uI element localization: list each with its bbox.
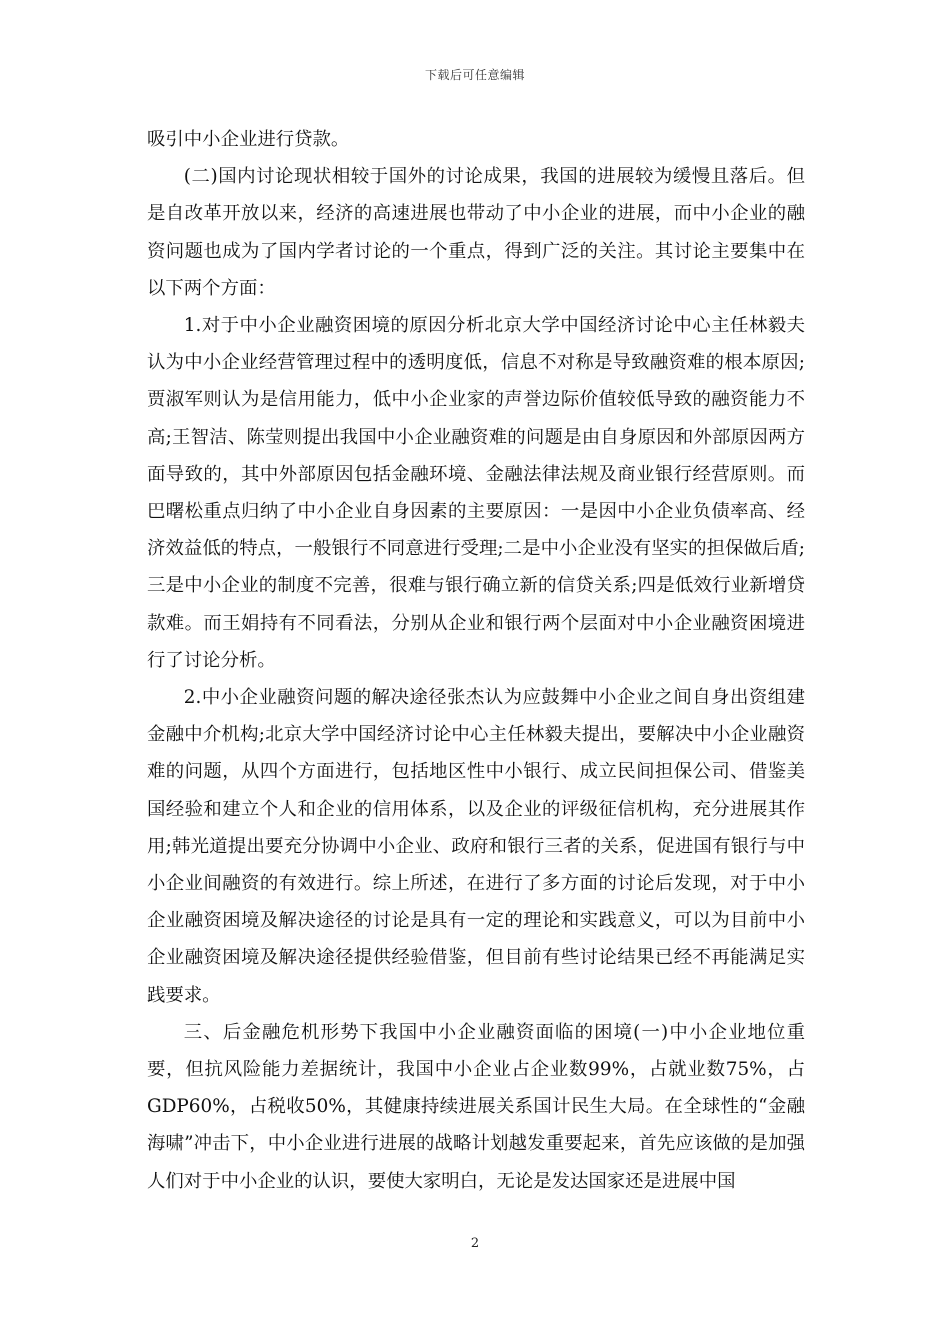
- page-number: 2: [470, 1236, 480, 1251]
- paragraph-causes-analysis: 1.对于中小企业融资困境的原因分析北京大学中国经济讨论中心主任林毅夫认为中小企业经营管理过程中的透明度低，信息不对称是导致融资难的根本原因;贾淑军则认为是信用能力，低中小企业家的声誉边际价值较低导致的融资能力不高;王智洁、陈莹则提出我国中小企业融资难的问题是由自身原因和外部原因两方面导致的，其中外部原因包括金融环境、金融法律法规及商业银行经营原则。而巴曙松重点归纳了中小企业自身因素的主要原因：一是因中小企业负债率高、经济效益低的特点，一般银行不同意进行受理;二是中小企业没有坚实的担保做后盾;三是中小企业的制度不完善，很难与银行确立新的信贷关系;四是低效行业新增贷款难。而王娟持有不同看法，分别从企业和银行两个层面对中小企业融资困境进行了讨论分析。: [147, 315, 805, 671]
- page-header: 下载后可任意编辑: [424, 68, 525, 82]
- paragraph-solutions: 2.中小企业融资问题的解决途径张杰认为应鼓舞中小企业之间自身出资组建金融中介机构;北京大学中国经济讨论中心主任林毅夫提出，要解决中小企业融资难的问题，从四个方面进行，包括地区性中小银行、成立民间担保公司、借鉴美国经验和建立个人和企业的信用体系，以及企业的评级征信机构，充分进展其作用;韩光道提出要充分协调中小企业、政府和银行三者的关系，促进国有银行与中小企业间融资的有效进行。综上所述，在进行了多方面的讨论后发现，对于中小企业融资困境及解决途径的讨论是具有一定的理论和实践意义，可以为目前中小企业融资困境及解决途径提供经验借鉴，但目前有些讨论结果已经不再能满足实践要求。: [147, 687, 805, 1006]
- document-body: [147, 121, 805, 1200]
- paragraph-continuation: 吸引中小企业进行贷款。: [147, 129, 350, 150]
- paragraph-section-three: 三、后金融危机形势下我国中小企业融资面临的困境(一)中小企业地位重要，但抗风险能力差据统计，我国中小企业占企业数99%，占就业数75%，占GDP60%，占税收50%，其健康持续进展关系国计民生大局。在全球性的“金融海啸”冲击下，中小企业进行进展的战略计划越发重要起来，首先应该做的是加强人们对于中小企业的认识，要使大家明白，无论是发达国家还是进展中国: [147, 1021, 805, 1192]
- paragraph-domestic-research: (二)国内讨论现状相较于国外的讨论成果，我国的进展较为缓慢且落后。但是自改革开放以来，经济的高速进展也带动了中小企业的进展，而中小企业的融资问题也成为了国内学者讨论的一个重点，得到广泛的关注。其讨论主要集中在以下两个方面：: [147, 166, 805, 299]
